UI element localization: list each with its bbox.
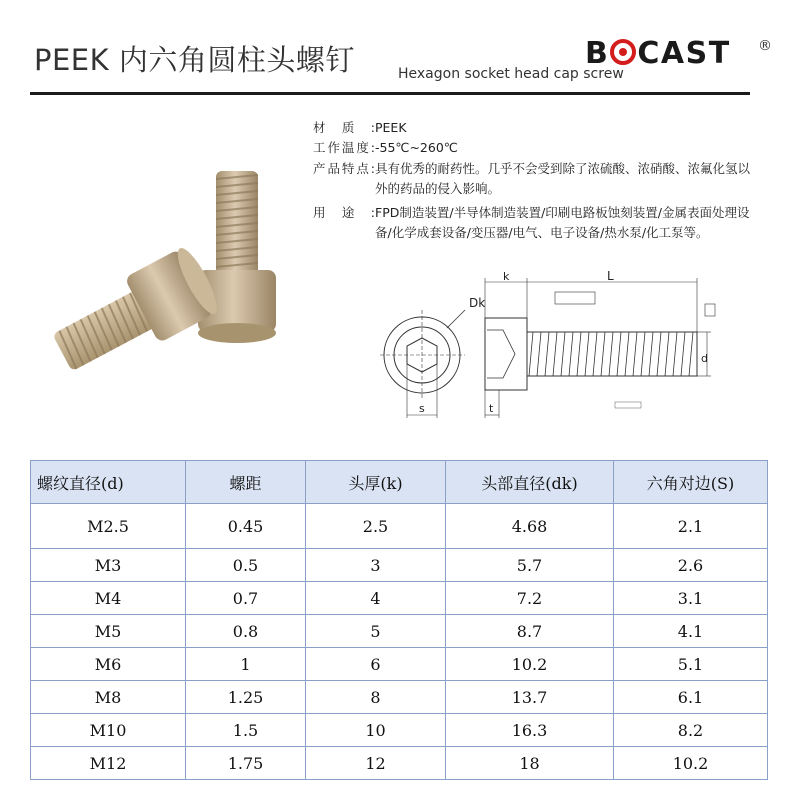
registered-mark: ®: [758, 38, 772, 54]
table-cell: 5: [306, 615, 446, 648]
table-cell: 18: [446, 747, 614, 780]
table-row: [31, 549, 768, 582]
table-cell: 2.1: [614, 504, 768, 549]
table-cell: 5.1: [614, 648, 768, 681]
header-divider: [30, 92, 750, 95]
column-header: 六角对边(S): [614, 461, 768, 504]
property-value: PEEK: [375, 120, 407, 135]
table-cell: 0.8: [186, 615, 306, 648]
column-header: 头厚(k): [306, 461, 446, 504]
table-cell: M2.5: [31, 504, 186, 549]
property-value: 具有优秀的耐药性。几乎不会受到除了浓硫酸、浓硝酸、浓氟化氢以外的药品的侵入影响。: [375, 161, 751, 196]
table-cell: M12: [31, 747, 186, 780]
table-row: [31, 648, 768, 681]
column-header: 螺纹直径(d): [31, 461, 186, 504]
table-cell: 10.2: [446, 648, 614, 681]
table-row: [31, 504, 768, 549]
table-row: [31, 714, 768, 747]
table-cell: 8.7: [446, 615, 614, 648]
column-header: 头部直径(dk): [446, 461, 614, 504]
table-cell: 2.5: [306, 504, 446, 549]
property-label: 材质:: [313, 120, 375, 135]
logo-ring-icon: [610, 39, 636, 65]
table-row: [31, 615, 768, 648]
property-applications: [313, 203, 775, 242]
table-cell: 1.5: [186, 714, 306, 747]
property-label: 产品特点:: [313, 161, 375, 176]
table-row: [31, 747, 768, 780]
table-cell: 1.75: [186, 747, 306, 780]
table-cell: M6: [31, 648, 186, 681]
table-row: [31, 582, 768, 615]
table-cell: 10.2: [614, 747, 768, 780]
table-cell: 1: [186, 648, 306, 681]
property-material: [313, 118, 775, 138]
property-label: 工作温度:: [313, 139, 375, 155]
table-cell: 0.45: [186, 504, 306, 549]
table-cell: 8.2: [614, 714, 768, 747]
vertical-screw: [198, 171, 276, 343]
table-cell: 6.1: [614, 681, 768, 714]
spec-table: [30, 460, 768, 780]
table-cell: 10: [306, 714, 446, 747]
table-header-row: [31, 461, 768, 504]
table-cell: M8: [31, 681, 186, 714]
drawing-label-t: t: [489, 402, 494, 415]
drawing-label-d: d: [701, 352, 708, 365]
drawing-label-l: L: [607, 270, 614, 283]
table-cell: 7.2: [446, 582, 614, 615]
property-value: -55℃~260℃: [375, 139, 458, 155]
table-cell: 6: [306, 648, 446, 681]
table-row: [31, 681, 768, 714]
table-cell: 4.68: [446, 504, 614, 549]
table-cell: M5: [31, 615, 186, 648]
table-cell: 2.6: [614, 549, 768, 582]
property-value: FPD制造装置/半导体制造装置/印刷电路板蚀刻装置/金属表面处理设备/化学成套设备/变压器/电气、电子设备/热水泵/化工泵等。: [375, 205, 750, 240]
brand-logo: B CAST: [585, 36, 731, 71]
table-cell: 1.25: [186, 681, 306, 714]
table-cell: 16.3: [446, 714, 614, 747]
property-temperature: [313, 138, 775, 158]
table-cell: 13.7: [446, 681, 614, 714]
property-label: 用途:: [313, 205, 375, 220]
table-cell: M4: [31, 582, 186, 615]
properties-list: [313, 118, 775, 242]
drawing-label-dk: Dk: [469, 296, 486, 310]
table-cell: M10: [31, 714, 186, 747]
page-title: PEEK 内六角圆柱头螺钉: [34, 43, 355, 77]
property-features: [313, 159, 775, 198]
drawing-label-k: k: [503, 270, 510, 283]
table-cell: 12: [306, 747, 446, 780]
table-cell: 8: [306, 681, 446, 714]
table-cell: 0.5: [186, 549, 306, 582]
table-cell: 4.1: [614, 615, 768, 648]
horizontal-screw: [45, 244, 224, 380]
technical-drawing: [375, 270, 720, 430]
product-photo: [40, 165, 310, 380]
drawing-label-s: s: [419, 402, 425, 415]
table-cell: 5.7: [446, 549, 614, 582]
table-cell: 3.1: [614, 582, 768, 615]
table-cell: 3: [306, 549, 446, 582]
column-header: 螺距: [186, 461, 306, 504]
table-cell: M3: [31, 549, 186, 582]
table-cell: 0.7: [186, 582, 306, 615]
table-cell: 4: [306, 582, 446, 615]
page-subtitle: Hexagon socket head cap screw: [398, 66, 624, 82]
